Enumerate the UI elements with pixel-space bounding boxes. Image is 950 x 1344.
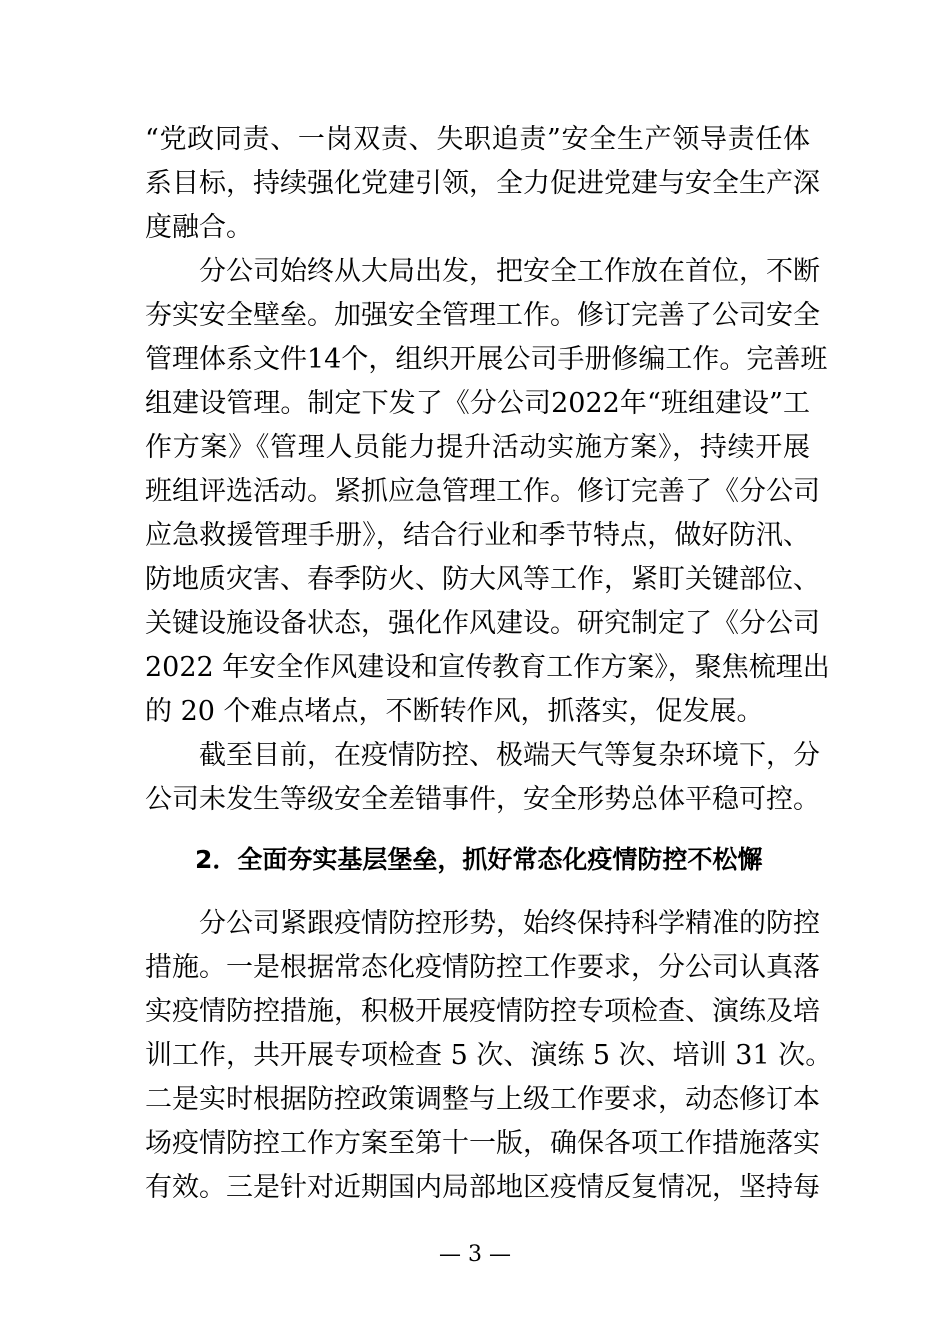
paragraph-1-line-1: “党政同责、一岗双责、失职追责”安全生产领导责任体 (145, 124, 810, 155)
paragraph-2-line-3: 管理体系文件14个，组织开展公司手册修编工作。完善班 (145, 344, 828, 375)
paragraph-2-line-11: 的 20 个难点堵点，不断转作风，抓落实，促发展。 (145, 696, 764, 727)
paragraph-2-line-4: 组建设管理。制定下发了《分公司2022年“班组建设”工 (145, 388, 810, 419)
paragraph-4-line-1: 分公司紧跟疫情防控形势，始终保持科学精准的防控 (199, 908, 820, 939)
paragraph-4-line-5: 二是实时根据防控政策调整与上级工作要求，动态修订本 (145, 1084, 820, 1115)
paragraph-4-line-4: 训工作，共开展专项检查 5 次、演练 5 次、培训 31 次。 (145, 1040, 833, 1071)
page-number: — 3 — (439, 1242, 511, 1267)
paragraph-2-line-2: 夯实安全壁垒。加强安全管理工作。修订完善了公司安全 (145, 300, 820, 331)
paragraph-2-line-7: 应急救援管理手册》，结合行业和季节特点，做好防汛、 (145, 520, 810, 551)
paragraph-2-line-5: 作方案》《管理人员能力提升活动实施方案》，持续开展 (145, 432, 810, 463)
paragraph-1-line-2: 系目标，持续强化党建引领，全力促进党建与安全生产深 (145, 168, 820, 199)
paragraph-3-line-1: 截至目前，在疫情防控、极端天气等复杂环境下，分 (199, 740, 820, 771)
paragraph-2-line-9: 关键设施设备状态，强化作风建设。研究制定了《分公司 (145, 608, 820, 639)
paragraph-1-line-3: 度融合。 (145, 212, 253, 243)
paragraph-4-line-3: 实疫情防控措施，积极开展疫情防控专项检查、演练及培 (145, 996, 820, 1027)
paragraph-2-line-8: 防地质灾害、春季防火、防大风等工作，紧盯关键部位、 (145, 564, 820, 595)
paragraph-3-line-2: 公司未发生等级安全差错事件，安全形势总体平稳可控。 (145, 784, 820, 815)
paragraph-4-line-2: 措施。一是根据常态化疫情防控工作要求，分公司认真落 (145, 952, 820, 983)
paragraph-2-line-1: 分公司始终从大局出发，把安全工作放在首位，不断 (199, 256, 820, 287)
paragraph-4-line-6: 场疫情防控工作方案至第十一版，确保各项工作措施落实 (145, 1128, 820, 1159)
section-heading: 2．全面夯实基层堡垒，抓好常态化疫情防控不松懈 (195, 845, 763, 874)
paragraph-2-line-10: 2022 年安全作风建设和宣传教育工作方案》，聚焦梳理出 (145, 652, 830, 683)
paragraph-4-line-7: 有效。三是针对近期国内局部地区疫情反复情况，坚持每 (145, 1172, 820, 1203)
paragraph-2-line-6: 班组评选活动。紧抓应急管理工作。修订完善了《分公司 (145, 476, 820, 507)
